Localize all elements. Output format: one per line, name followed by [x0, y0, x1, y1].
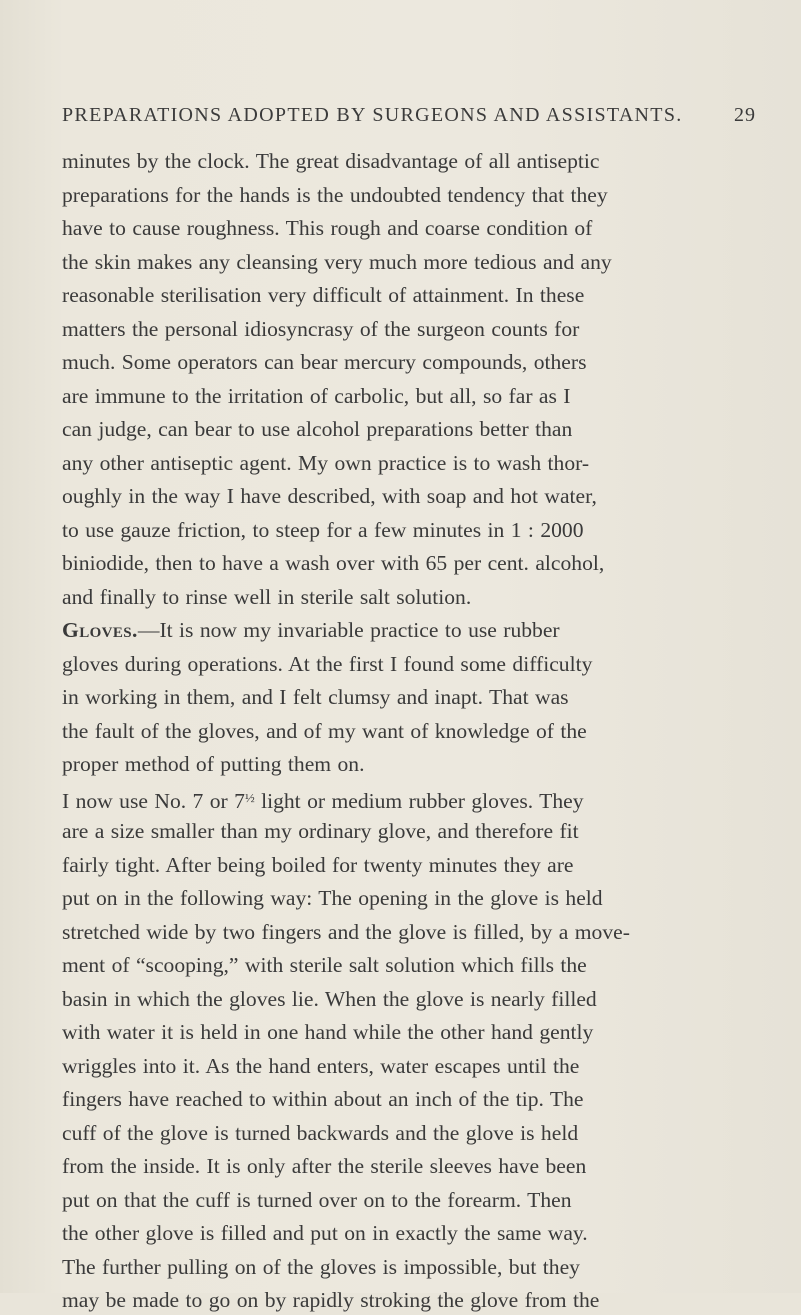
text-line: may be made to go on by rapidly stroking the glove from the — [62, 1288, 600, 1312]
text-line: proper method of putting them on. — [62, 752, 365, 776]
text-line: minutes by the clock. The great disadvantage of all antiseptic — [62, 149, 600, 173]
text-line: wriggles into it. As the hand enters, water escapes until the — [62, 1053, 580, 1078]
gloves-paragraph-first-line — [62, 615, 560, 645]
page-number: 29 — [734, 104, 756, 126]
text-line: oughly in the way I have described, with soap and hot water, — [62, 484, 597, 508]
text-line: are a size smaller than my ordinary glove, and therefore fit — [62, 819, 579, 843]
text-line: put on that the cuff is turned over on to the forearm. Then — [62, 1187, 572, 1212]
text-line: fingers have reached to within about an inch of the tip. The — [62, 1087, 584, 1111]
text-fragment: I now use No. 7 or 7 — [62, 788, 245, 813]
text-line: preparations for the hands is the undoubted tendency that they — [62, 182, 608, 207]
text-line: reasonable sterilisation very difficult of attainment. In these — [62, 283, 585, 307]
text-line: basin in which the gloves lie. When the glove is nearly filled — [62, 986, 597, 1011]
text-line: much. Some operators can bear mercury compounds, others — [62, 350, 587, 374]
text-line: cuff of the glove is turned backwards and the glove is held — [62, 1120, 579, 1145]
text-line: ment of “scooping,” with sterile salt solution which fills the — [62, 953, 587, 977]
text-line: any other antiseptic agent. My own practice is to wash thor- — [62, 450, 590, 475]
text-line: The further pulling on of the gloves is impossible, but they — [62, 1254, 580, 1279]
gloves-heading: Gloves. — [62, 618, 138, 642]
text-line: gloves during operations. At the first I found some difficulty — [62, 651, 593, 676]
text-line: fairly tight. After being boiled for twenty minutes they are — [62, 852, 574, 877]
running-header — [62, 104, 772, 127]
running-title: PREPARATIONS ADOPTED BY SURGEONS AND ASSISTANTS. — [62, 104, 683, 126]
text-fragment: light or medium rubber gloves. They — [254, 788, 584, 813]
text-line: in working in them, and I felt clumsy and inapt. That was — [62, 685, 569, 709]
text-fragment: —It is now my invariable practice to use rubber — [137, 618, 560, 642]
text-line: the skin makes any cleansing very much more tedious and any — [62, 249, 612, 274]
fraction: ½ — [244, 789, 255, 805]
text-line: can judge, can bear to use alcohol preparations better than — [62, 417, 573, 441]
text-line: biniodide, then to have a wash over with 65 per cent. alcohol, — [62, 551, 605, 575]
text-line: stretched wide by two fingers and the glove is filled, by a move- — [62, 919, 630, 944]
text-line: matters the personal idiosyncrasy of the surgeon counts for — [62, 316, 580, 341]
glove-size-line — [62, 783, 584, 813]
text-line: the fault of the gloves, and of my want of knowledge of the — [62, 718, 587, 743]
text-line: from the inside. It is only after the sterile sleeves have been — [62, 1154, 587, 1178]
text-line: the other glove is filled and put on in exactly the same way. — [62, 1221, 588, 1245]
text-line: put on in the following way: The opening in the glove is held — [62, 886, 603, 910]
text-line: and finally to rinse well in sterile salt solution. — [62, 584, 472, 609]
text-line: with water it is held in one hand while the other hand gently — [62, 1020, 594, 1044]
text-line: are immune to the irritation of carbolic, but all, so far as I — [62, 383, 571, 408]
text-line: to use gauze friction, to steep for a few minutes in 1 : 2000 — [62, 517, 584, 542]
text-line: have to cause roughness. This rough and coarse condition of — [62, 216, 593, 240]
